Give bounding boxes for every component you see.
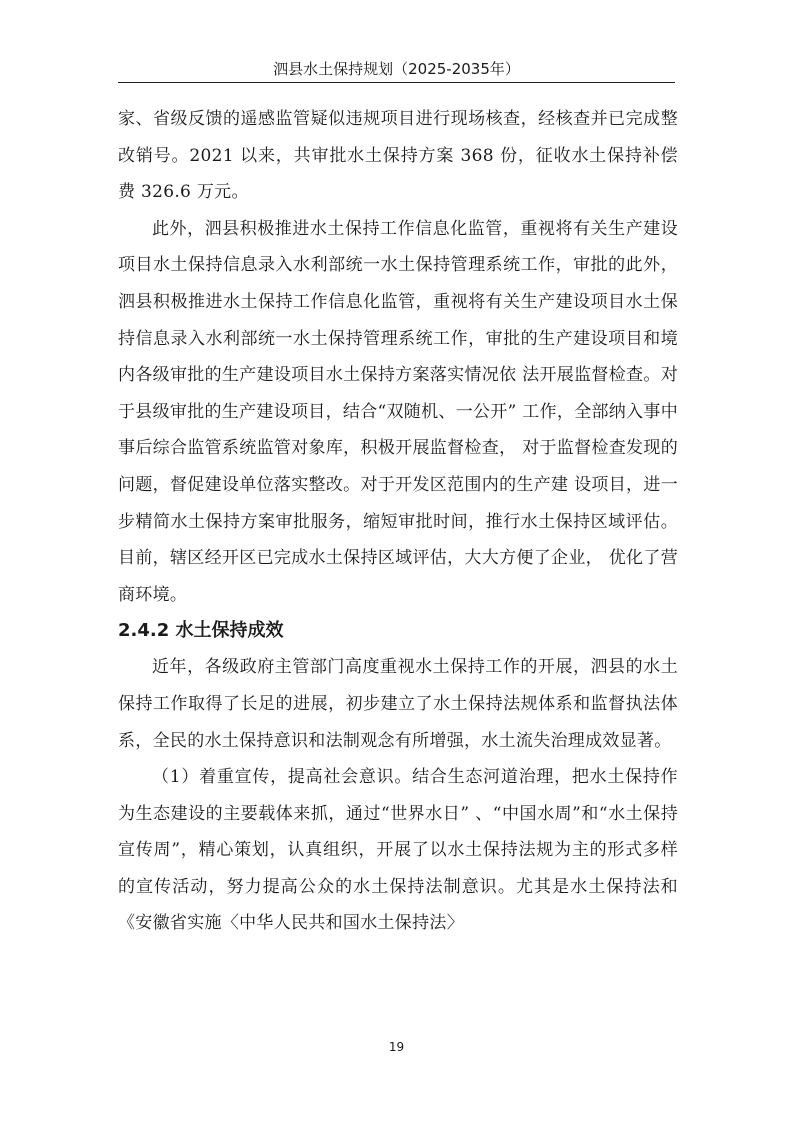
header-divider bbox=[118, 82, 675, 83]
document-body bbox=[118, 101, 678, 942]
section-heading: 2.4.2 水土保持成效 bbox=[118, 620, 284, 642]
paragraph-4: （1）着重宣传，提高社会意识。结合生态河道治理，把水土保持作为生态建设的主要载体来抓，通过“世界水日” 、“中国水周”和“水土保持 宣传周”，精心策划，认真组织，开展了以水土保持法规为主的形式多样 的宣传活动，努力提高公众的水土保持法制意识。尤其是水土保持法和 《安徽省实施〈中华人民共和国水土保持法〉 bbox=[118, 767, 678, 934]
page-header: 泗县水土保持规划（2025-2035年） bbox=[273, 60, 520, 78]
paragraph-1: 家、省级反馈的遥感监管疑似违规项目进行现场核查，经核查并已完成整改销号。2021 以来，共审批水土保持方案 368 份，征收水土保持补偿费 326.6 万元。 bbox=[118, 109, 678, 203]
page-number: 19 bbox=[388, 1040, 405, 1054]
paragraph-3: 近年，各级政府主管部门高度重视水土保持工作的开展，泗县的水土保持工作取得了长足的进展，初步建立了水土保持法规体系和监督执法体系，全民的水土保持意识和法制观念有所增强，水土流失治理成效显著。 bbox=[118, 657, 678, 751]
paragraph-2: 此外，泗县积极推进水土保持工作信息化监管，重视将有关生产建设项目水土保持信息录入水利部统一水土保持管理系统工作，审批的此外，泗县积极推进水土保持工作信息化监管，重视将有关生产建设项目水土保持信息录入水利部统一水土保持管理系统工作，审批的生产建设项目和境内各级审批的生产建设项目水土保持方案落实情况依 法开展监督检查。对于县级审批的生产建设项目，结合“双随机、一公开” 工作，全部纳入事中事后综合监管系统监管对象库，积极开展监督检查， 对于监督检查发现的问题，督促建设单位落实整改。对于开发区范围内的生产建 设项目，进一步精简水土保持方案审批服务，缩短审批时间，推行水土保持区域评估。目前，辖区经开区已完成水土保持区域评估，大大方便了企业， 优化了营商环境。 bbox=[118, 218, 678, 605]
